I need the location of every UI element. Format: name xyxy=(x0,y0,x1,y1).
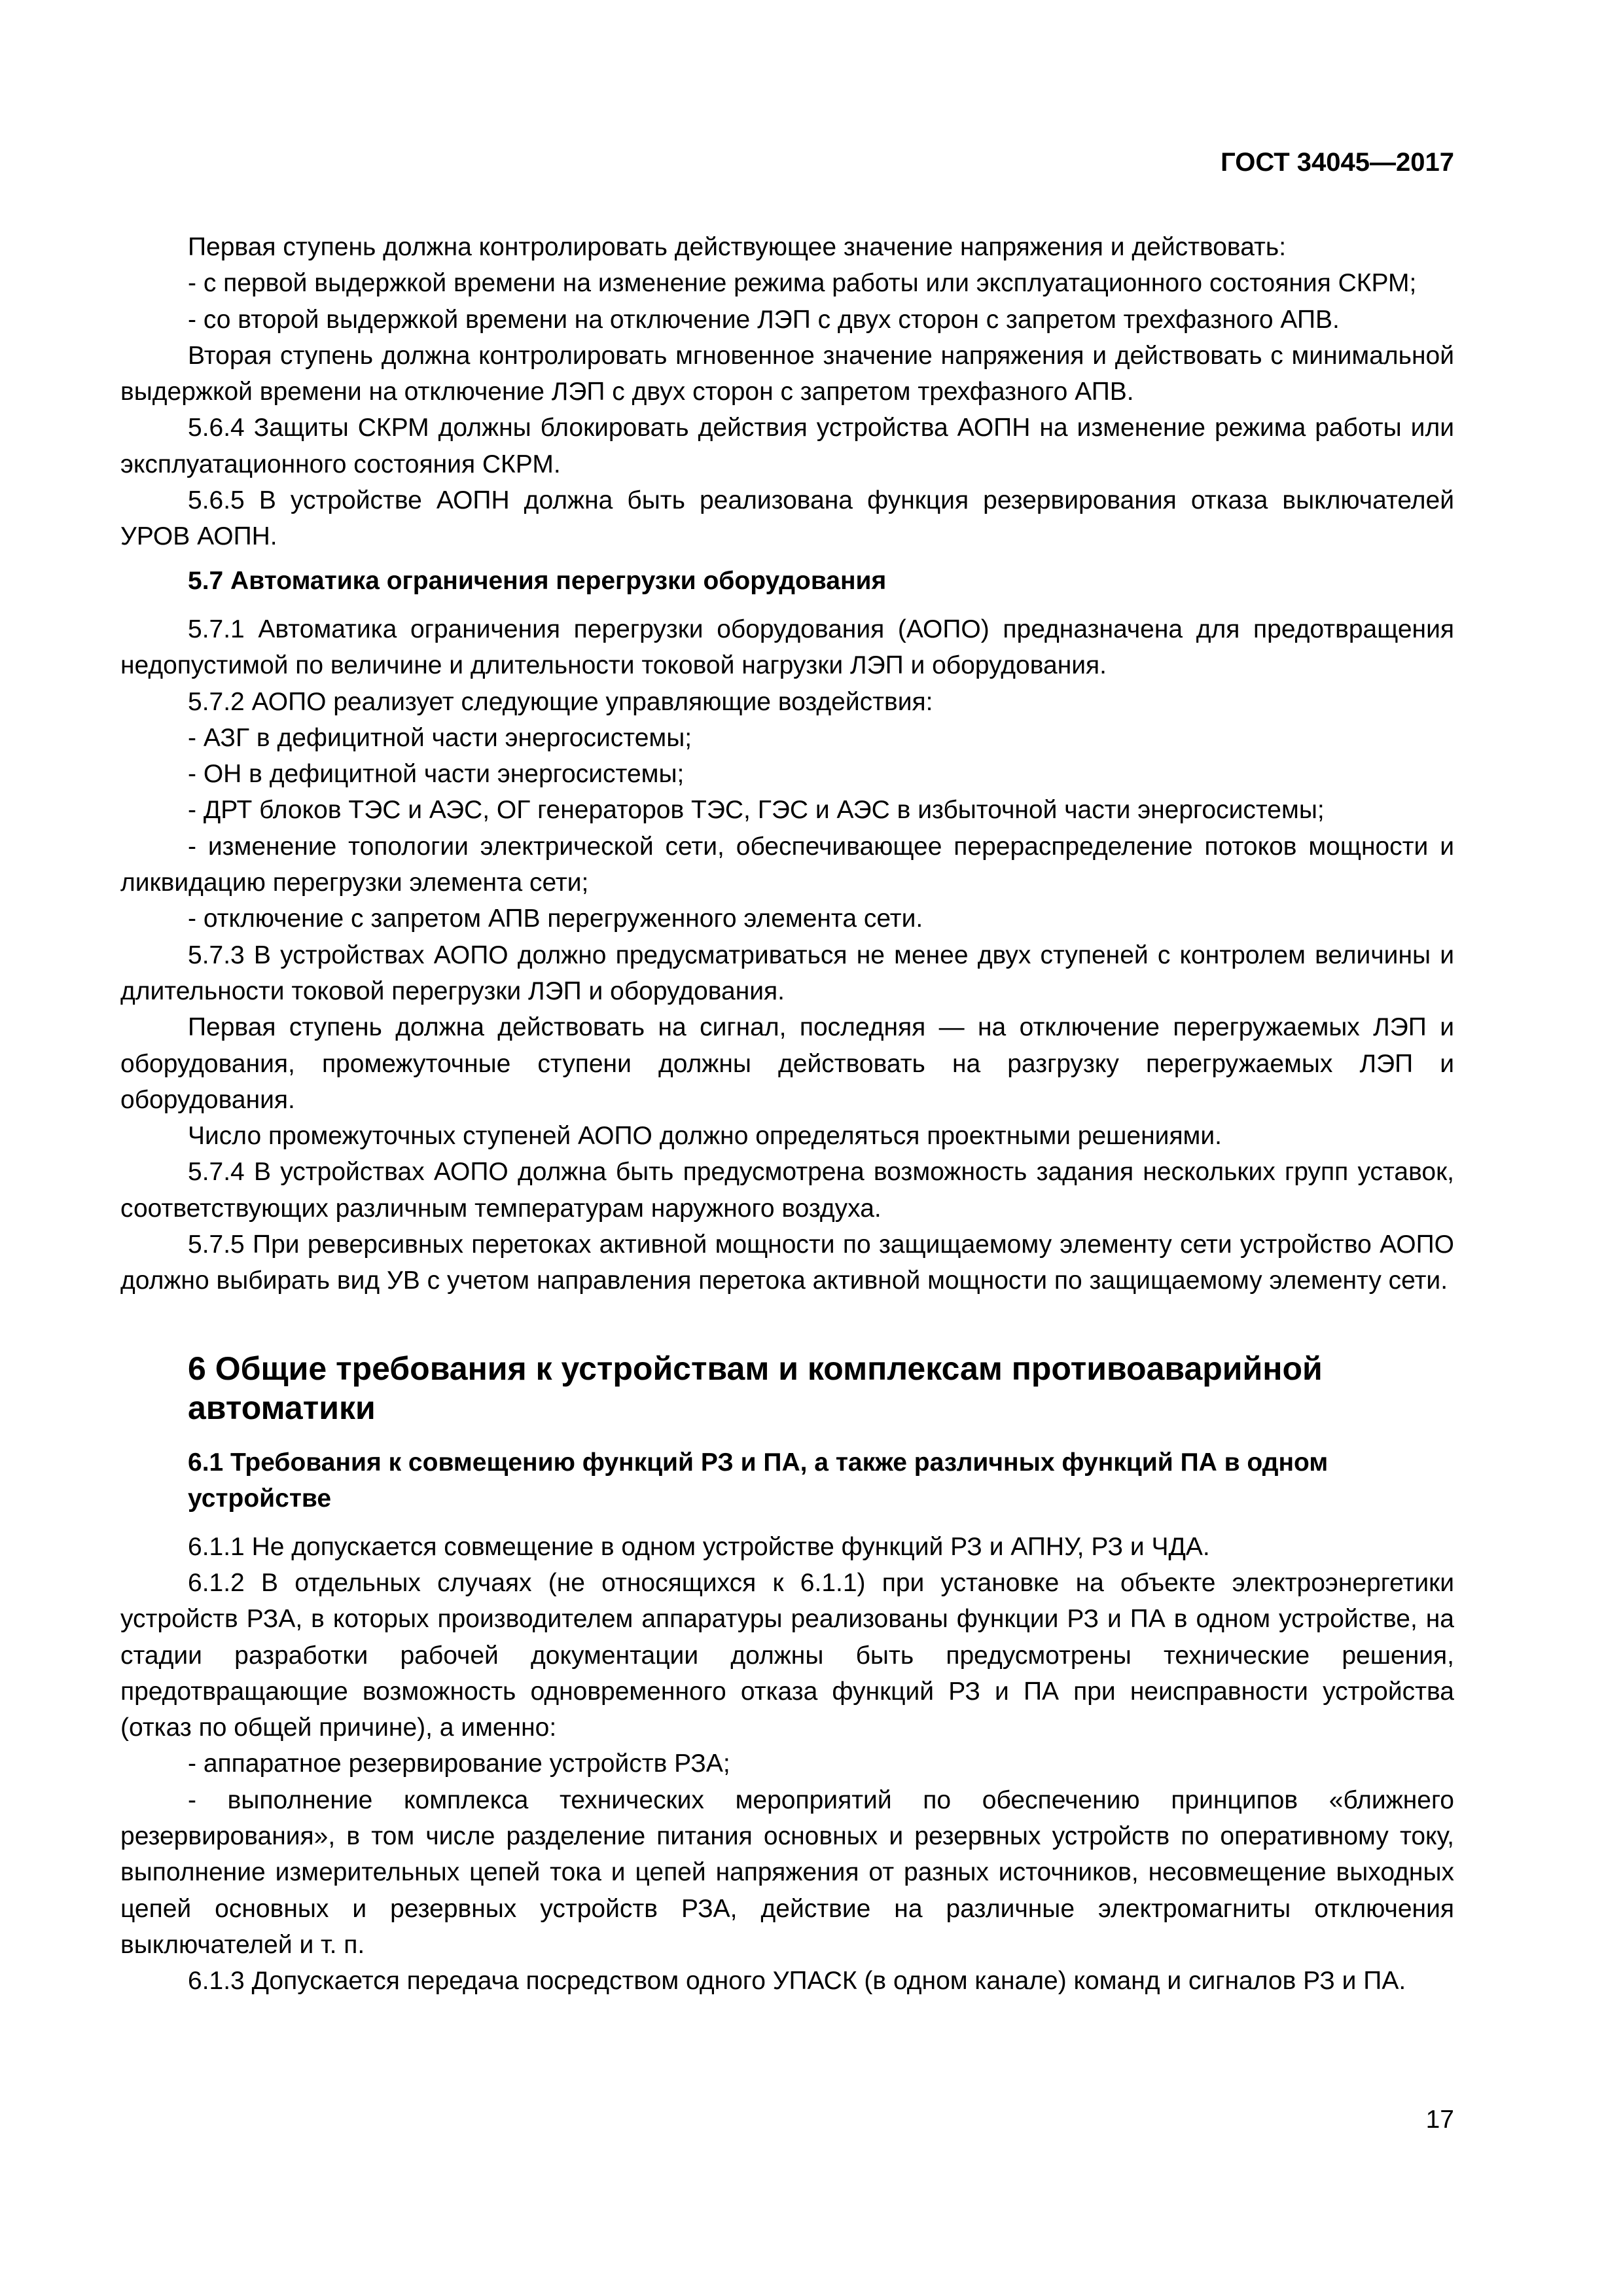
list-item: - выполнение комплекса технических мероприятий по обеспечению принципов «ближнего резервирования», в том числе разделение питания основных и резервных устройств по оперативному току, выполнение измерительных цепей тока и цепей напряжения от разных источников, несовмещение выходных цепей основных и резервных устройств РЗА, действие на различные электромагниты отключения выключателей и т. п. xyxy=(120,1785,1454,1959)
list-item: - аппаратное резервирование устройств РЗА; xyxy=(188,1749,730,1778)
paragraph: Число промежуточных ступеней АОПО должно определяться проектными решениями. xyxy=(188,1122,1222,1151)
list-item: - изменение топологии электрической сети, обеспечивающее перераспределение потоков мощности и ликвидацию перегрузки элемента сети; xyxy=(120,832,1454,897)
paragraph: Первая ступень должна действовать на сигнал, последняя — на отключение перегружаемых ЛЭП и оборудования, промежуточные ступени должны действовать на разгрузку перегружаемых ЛЭП и оборудования. xyxy=(120,1013,1454,1114)
list-item: - ДРТ блоков ТЭС и АЭС, ОГ генераторов ТЭС, ГЭС и АЭС в избыточной части энергосистемы; xyxy=(188,796,1325,825)
list-item: - АЗГ в дефицитной части энергосистемы; xyxy=(188,723,692,752)
clause-5-7-2: 5.7.2 АОПО реализует следующие управляющие воздействия: xyxy=(188,687,933,716)
clause-6-1-2: 6.1.2 В отдельных случаях (не относящихся к 6.1.1) при установке на объекте электроэнергетики устройств РЗА, в которых производителем аппаратуры реализованы функции РЗ и ПА в одном устройстве, на стадии разработки рабочей документации должны быть предусмотрены технические решения, предотвращающие возможность одновременного отказа функций РЗ и ПА при неисправности устройства (отказ по общей причине), а именно: xyxy=(120,1568,1454,1742)
document-code: ГОСТ 34045—2017 xyxy=(1221,148,1454,177)
list-item: - ОН в дефицитной части энергосистемы; xyxy=(188,760,685,789)
clause-5-7-4: 5.7.4 В устройствах АОПО должна быть предусмотрена возможность задания нескольких групп уставок, соответствующих различным температурам наружного воздуха. xyxy=(120,1158,1454,1223)
clause-6-1-3: 6.1.3 Допускается передача посредством одного УПАСК (в одном канале) команд и сигналов РЗ и ПА. xyxy=(188,1967,1406,1996)
list-item: - со второй выдержкой времени на отключение ЛЭП с двух сторон с запретом трехфазного АПВ. xyxy=(188,305,1340,334)
paragraph: Первая ступень должна контролировать действующее значение напряжения и действовать: xyxy=(188,233,1287,261)
clause-6-1-1: 6.1.1 Не допускается совмещение в одном устройстве функций РЗ и АПНУ, РЗ и ЧДА. xyxy=(188,1532,1210,1561)
page-number: 17 xyxy=(1425,2106,1454,2134)
clause-5-7-5: 5.7.5 При реверсивных перетоках активной мощности по защищаемому элементу сети устройство АОПО должно выбирать вид УВ с учетом направления перетока активной мощности по защищаемому элементу сети. xyxy=(120,1230,1454,1295)
clause-5-7-3: 5.7.3 В устройствах АОПО должно предусматриваться не менее двух ступеней с контролем величины и длительности токовой перегрузки ЛЭП и оборудования. xyxy=(120,941,1454,1005)
page-body xyxy=(120,229,1454,1999)
paragraph: Вторая ступень должна контролировать мгновенное значение напряжения и действовать с минимальной выдержкой времени на отключение ЛЭП с двух сторон с запретом трехфазного АПВ. xyxy=(120,341,1454,406)
section-heading-6: 6 Общие требования к устройствам и комплексам противоаварийной автоматики xyxy=(188,1350,1323,1426)
clause-5-6-4: 5.6.4 Защиты СКРМ должны блокировать действия устройства АОПН на изменение режима работы или эксплуатационного состояния СКРМ. xyxy=(120,414,1454,478)
list-item: - отключение с запретом АПВ перегруженного элемента сети. xyxy=(188,905,923,933)
section-heading-6-1: 6.1 Требования к совмещению функций РЗ и ПА, а также различных функций ПА в одном устройстве xyxy=(188,1448,1329,1513)
clause-5-6-5: 5.6.5 В устройстве АОПН должна быть реализована функция резервирования отказа выключателей УРОВ АОПН. xyxy=(120,486,1454,551)
clause-5-7-1: 5.7.1 Автоматика ограничения перегрузки оборудования (АОПО) предназначена для предотвращения недопустимой по величине и длительности токовой нагрузки ЛЭП и оборудования. xyxy=(120,615,1454,680)
section-heading-5-7: 5.7 Автоматика ограничения перегрузки оборудования xyxy=(188,566,887,595)
list-item: - с первой выдержкой времени на изменение режима работы или эксплуатационного состояния СКРМ; xyxy=(188,269,1417,298)
